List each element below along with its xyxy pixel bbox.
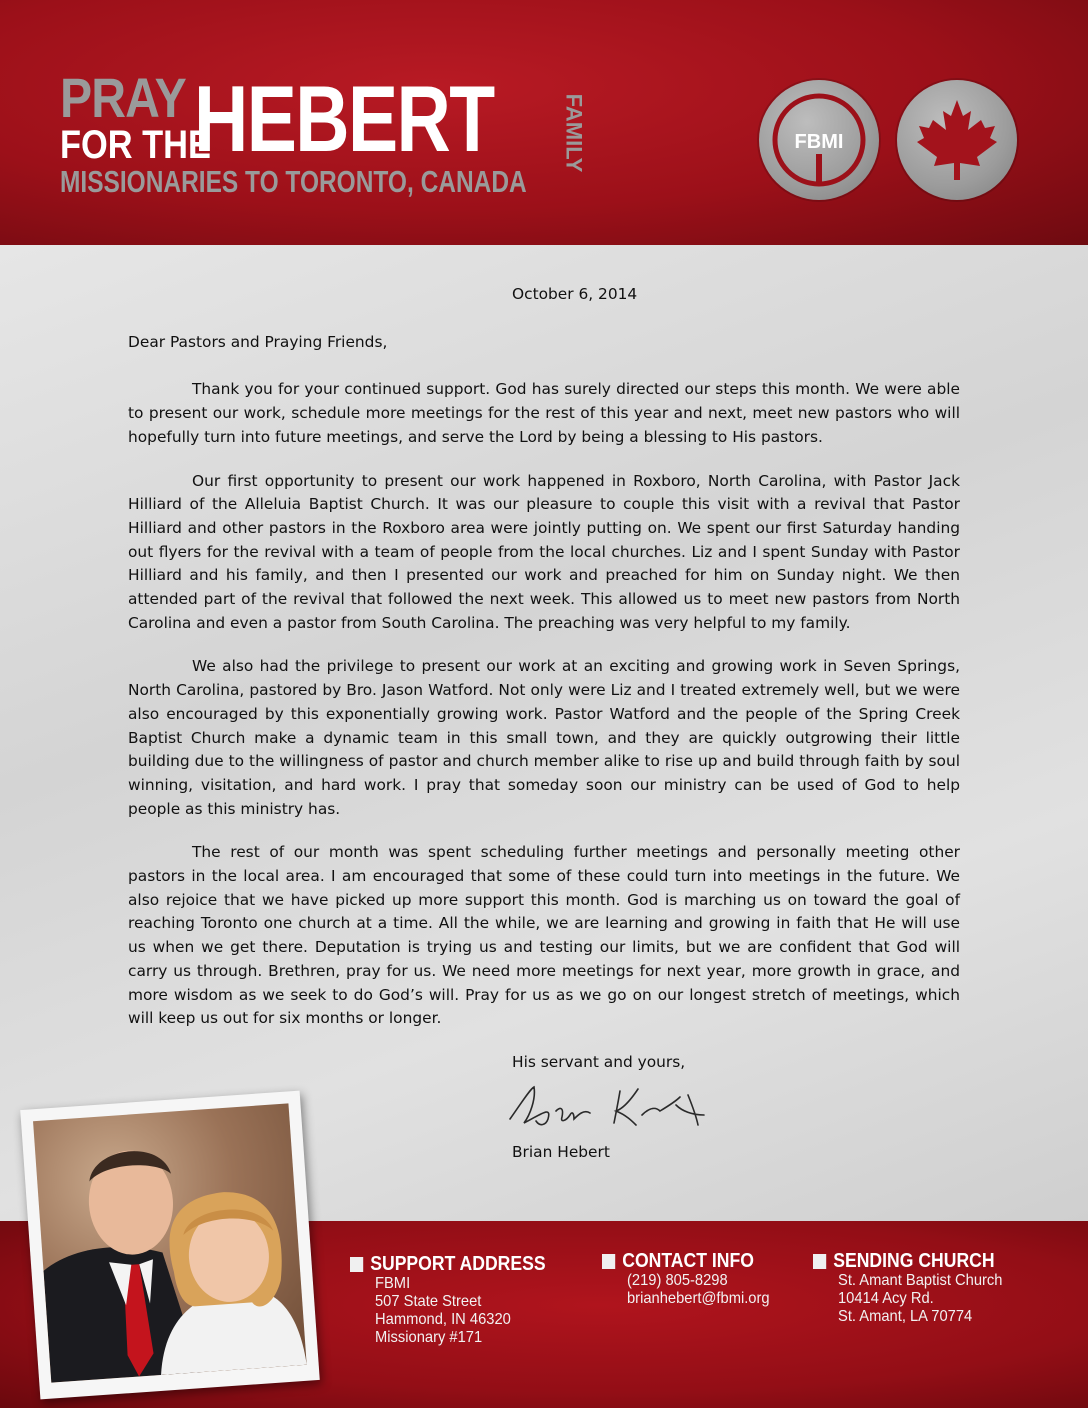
letter-closing: His servant and yours, [512,1052,686,1071]
brand-pray-text: PRAY [60,66,186,129]
sending-church-line: St. Amant Baptist Church [838,1272,1003,1289]
handwritten-signature [500,1075,960,1141]
support-address-line: 507 State Street [375,1293,482,1310]
letter-date: October 6, 2014 [512,285,638,303]
letter-salutation: Dear Pastors and Praying Friends, [128,332,388,351]
letter-paragraph: Thank you for your continued support. God has surely directed our steps this month. We were able to present our work, schedule more meetings for the rest of this year and next, meet new pastors who will hopefully turn into future meetings, and serve the Lord by being a blessing to His pastors. [128,380,960,446]
signature-name: Brian Hebert [512,1142,610,1161]
letter-body [128,283,960,1164]
support-address-line: FBMI [375,1275,411,1292]
contact-phone[interactable]: (219) 805-8298 [627,1272,728,1289]
support-address-heading: SUPPORT ADDRESS [370,1253,546,1275]
brand-subtitle: MISSIONARIES TO TORONTO, CANADA [60,164,527,199]
maple-leaf-icon [897,80,1017,200]
contact-email-link[interactable]: brianhebert@fbmi.org [627,1290,770,1307]
family-photo-image [33,1103,307,1382]
letter-paragraph: We also had the privilege to present our work at an exciting and growing work in Seven Springs, North Carolina, pastored by Bro. Jason Watford. Not only were Liz and I treated extremely well, but we were also encouraged by this exponentially growing work. Pastor Watford and the people of the Spring Creek Baptist Church make a dynamic team in this small town, and they are quickly outgrowing their little building due to the willingness of pastor and church member alike to rise up and build through faith by soul winning, visitation, and hard work. I pray that someday soon our ministry can be used of God to help people as this ministry has. [128,657,960,818]
letter-paragraph: The rest of our month was spent scheduling further meetings and personally meeting other pastors in the local area. I am encouraged that some of these could turn into meetings in the future. We also rejoice that we have picked up more support this month. God is marching us on toward the goal of reaching Toronto one church at a time. All the while, we are learning and growing in faith that He will use us when we get there. Deputation is trying us and testing our limits, but we are confident that God will carry us through. Brethren, pray for us. We need more meetings for next year, more growth in grace, and more wisdom as we seek to do God’s will. Pray for us as we go on our longest stretch of meetings, which will keep us out for six months or longer. [128,843,960,1028]
support-address-line: Hammond, IN 46320 [375,1311,511,1328]
family-photo [20,1091,320,1400]
sending-church-line: 10414 Acy Rd. [838,1290,934,1307]
brand-logo [60,66,587,199]
bullet-square-icon [350,1257,363,1272]
contact-info-section [602,1250,782,1308]
brand-hebert-text: HEBERT [194,66,494,171]
fbmi-logo-icon [759,80,879,200]
sending-church-line: St. Amant, LA 70774 [838,1308,973,1325]
brand-for-the-text: FOR THE [60,123,211,167]
fbmi-logo-text: FBMI [794,131,844,153]
contact-info-heading: CONTACT INFO [622,1250,754,1272]
sending-church-section [813,1250,1019,1326]
sending-church-heading: SENDING CHURCH [833,1250,995,1272]
support-address-line: Missionary #171 [375,1329,483,1346]
bullet-square-icon [813,1254,826,1269]
bullet-square-icon [602,1254,615,1269]
brand-family-text: FAMILY [561,93,587,173]
header-banner [0,0,1088,245]
letter-paragraph: Our first opportunity to present our work happened in Roxboro, North Carolina, with Pastor Jack Hilliard of the Alleluia Baptist Church. It was our pleasure to couple this visit with a revival that Pastor Hilliard and other pastors in the Roxboro area were jointly putting on. We spent our first Saturday handing out flyers for the revival with a team of people from the local churches. Liz and I spent Sunday with Pastor Hilliard and his family, and then I presented our work and preached for him on Sunday night. We then attended part of the revival that followed the next week. This allowed us to meet new pastors from North Carolina and even a pastor from South Carolina. The preaching was very helpful to my family. [128,471,960,632]
support-address-section [350,1253,572,1347]
